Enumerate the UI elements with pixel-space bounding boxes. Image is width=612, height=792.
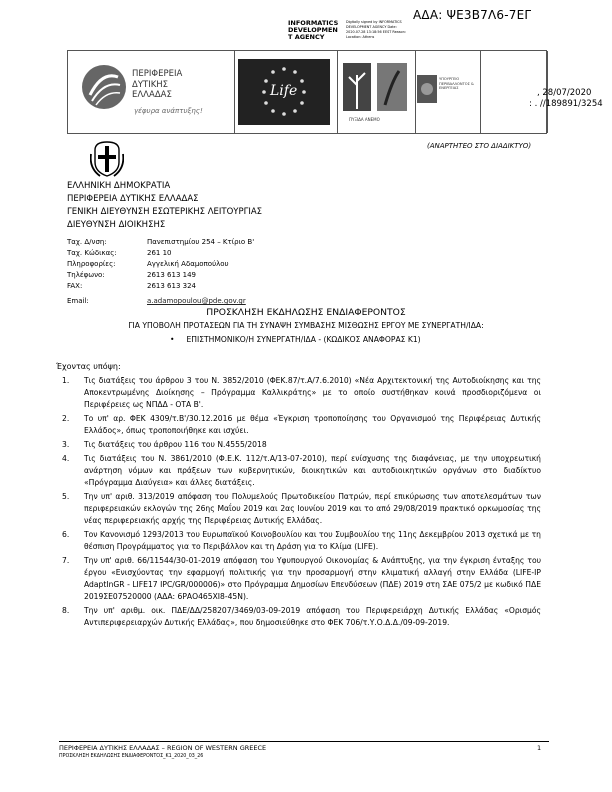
list-item: 8. Την υπ' αριθμ. οικ. ΠΔΕ/ΔΔ/258207/3469/03-09-2019 απόφαση του Περιφερειάρχη Δυτικής Ελλάδας «Ορισμός Αντιπεριφερειαρχών Δυτικής Ελλάδας», που δημοσιεύθηκε στο ΦΕΚ 706/τ.Υ.Ο.Δ.Δ./09-09-2019. (62, 606, 541, 627)
environment-ministry-logo (415, 51, 480, 133)
publish-notice: (ΑΝΑΡΤΗΤΕΟ ΣΤΟ ΔΙΑΔΙΚΤΥΟ) (427, 142, 532, 150)
life-logo (234, 51, 338, 133)
ada-code: ΑΔΑ: ΨΕ3Β7Λ6-7ΕΓ (413, 8, 532, 22)
ministry-text: ΥΠΟΥΡΓΕΙΟ ΠΕΡΙΒΑΛΛΟΝΤΟΣ & ΕΝΕΡΓΕΙΑΣ (439, 77, 474, 91)
footer-docname: ΠΡΟΣΚΛΗΣΗ ΕΚΔΗΛΩΣΗΣ ΕΝΔΙΑΦΕΡΟΝΤΟΣ_Κ1_2020_03_26 (59, 754, 204, 759)
list-item: 3. Τις διατάξεις του άρθρου 116 του Ν.4555/2018 (62, 440, 267, 449)
contact-block: Ταχ. Δ/νση: Πανεπιστημίου 254 – Κτίριο Β' Ταχ. Κώδικας: 261 10 Πληροφορίες: Αγγελική Αδαμοπούλου Τηλέφωνο: 2613 613 149 FAX: 2613 613 324 Email: a.adamopoulou@pde.gov.gr (67, 237, 367, 307)
header-block (67, 180, 262, 232)
signing-agency: INFORMATICS DEVELOPMEN T AGENCY (288, 19, 339, 41)
list-item: 1. Τις διατάξεις του άρθρου 3 του Ν. 3852/2010 (ΦΕΚ.87/τ.Α/7.6.2010) «Νέα Αρχιτεκτονική της Αυτοδιοίκησης και της Αποκεντρωμένης Διοίκησης – Πρόγραμμα Καλλικράτης» με το οποίο συστήθηκαν κοινά προσδιοριζόμενα οι Περιφέρειες ως ΝΠΔΔ - ΟΤΑ Β'. (62, 376, 541, 409)
header-line: ΓΕΝΙΚΗ ΔΙΕΥΘΥΝΣΗ ΕΣΩΤΕΡΙΚΗΣ ΛΕΙΤΟΥΡΓΙΑΣ (67, 207, 263, 217)
header-line: ΕΛΛΗΝΙΚΗ ΔΗΜΟΚΡΑΤΙΑ (67, 181, 171, 191)
position-bullet: • ΕΠΙΣΤΗΜΟΝΙΚΟ/Η ΣΥΝΕΡΓΑΤΗ/ΙΔΑ - (ΚΩΔΙΚΟΣ ΑΝΑΦΟΡΑΣ Κ1) (170, 335, 421, 344)
footer-divider (59, 741, 549, 742)
logo-strip (67, 50, 547, 134)
bullet-icon: • (170, 335, 175, 344)
list-item: 2. Το υπ' αρ. ΦΕΚ 4309/τ.Β'/30.12.2016 με θέμα «Έγκριση τροποποίησης του Οργανισμού της Περιφέρειας Δυτικής Ελλάδος», όπως τροποποιήθηκε και ισχύει. (62, 414, 541, 435)
region-logo: ΠΕΡΙΦΕΡΕΙΑ ΔΥΤΙΚΗΣ ΕΛΛΑΔΑΣ γέφυρα ανάπτυξης! (68, 51, 235, 133)
list-item: 4. Τις διατάξεις του Ν. 3861/2010 (Φ.Ε.Κ. 112/τ.Α/13-07-2010), περί ενίσχυσης της διαφάνειας, με την υποχρεωτική ανάρτηση νόμων και πράξεων των κυβερνητικών, διοικητικών και αυτοδιοικητικών οργάνων στο διαδίκτυο «Πρόγραμμα Διαύγεια» και άλλες διατάξεις. (62, 454, 541, 487)
life-text: Life (270, 83, 298, 99)
list-item: 6. Τον Κανονισμό 1293/2013 του Ευρωπαϊκού Κοινοβουλίου και του Συμβουλίου της 11ης Δεκεμβρίου 2013 σχετικά με τη θέσπιση Προγράμματος για το Περιβάλλον και τη Δράση για το Κλίμα (LIFE). (62, 530, 541, 551)
header-line: ΠΕΡΙΦΕΡΕΙΑ ΔΥΤΙΚΗΣ ΕΛΛΑΔΑΣ (67, 194, 199, 204)
document-date: , 28/07/2020 (537, 88, 592, 98)
list-item: 5. Την υπ' αριθ. 313/2019 απόφαση του Πολυμελούς Πρωτοδικείου Πατρών, περί επικύρωσης των αποτελεσμάτων των περιφερειακών εκλογών της 26ης Μαΐου 2019 και 2ας Ιουνίου 2019 και το από 29/08/2019 πρακτικό ορκωμοσίας της νέας περιφερειακής αρχής της Περιφέρειας Δυτικής Ελλάδας. (62, 492, 541, 525)
page-subtitle: ΓΙΑ ΥΠΟΒΟΛΗ ΠΡΟΤΑΣΕΩΝ ΓΙΑ ΤΗ ΣΥΝΑΨΗ ΣΥΜΒΑΣΗΣ ΜΙΣΘΩΣΗΣ ΕΡΓΟΥ ΜΕ ΣΥΝΕΡΓΑΤΗ/ΙΔΑ: (128, 321, 484, 330)
intro-label: Έχοντας υπόψη: (56, 362, 121, 371)
email-link[interactable]: a.adamopoulou@pde.gov.gr (147, 297, 246, 305)
page-title: ΠΡΟΣΚΛΗΣΗ ΕΚΔΗΛΩΣΗΣ ΕΝΔΙΑΦΕΡΟΝΤΟΣ (206, 307, 406, 318)
digital-signature-details: Digitally signed by INFORMATICS DEVELOPMENT AGENCY Date: 2020.07.28 13:18:56 EEST Reason: Location: Athens (346, 20, 406, 39)
header-line: ΔΙΕΥΘΥΝΣΗ ΔΙΟΙΚΗΣΗΣ (67, 220, 166, 230)
protocol-number: : . //189891/3254 (529, 99, 603, 109)
anemo-caption: ΠΥΞΙΔΑ ΑΝΕΜΟ (349, 117, 380, 122)
page-number: 1 (537, 744, 542, 752)
footer-region: ΠΕΡΙΦΕΡΕΙΑ ΔΥΤΙΚΗΣ ΕΛΛΑΔΑΣ – REGION OF WESTERN GREECE (59, 744, 267, 752)
anemo-logo (337, 51, 416, 133)
region-slogan: γέφυρα ανάπτυξης! (134, 107, 203, 115)
ministry-emblem-icon (415, 51, 480, 133)
considerations-list (56, 375, 541, 631)
list-item: 7. Την υπ' αριθ. 66/11544/30-01-2019 απόφαση του Υφυπουργού Οικονομίας & Ανάπτυξης, για την έγκριση ένταξης του έργου «Ενισχύοντας την εφαρμογή πολιτικής για την προσαρμογή στην κλιματική αλλαγή στην Ελλάδα (LIFE-IP AdaptInGR - LIFE17 IPC/GR/000006)» στο Πρόγραμμα Δημοσίων Επενδύσεων (ΠΔΕ) 2019 στη ΣΑΕ 075/2 με κωδικό ΠΔΕ 2019ΣΕ07520000 (ΑΔΑ: 6ΡΑΟ465ΧΙ8-45Ν). (62, 556, 541, 601)
greek-coat-of-arms-icon (90, 140, 124, 178)
